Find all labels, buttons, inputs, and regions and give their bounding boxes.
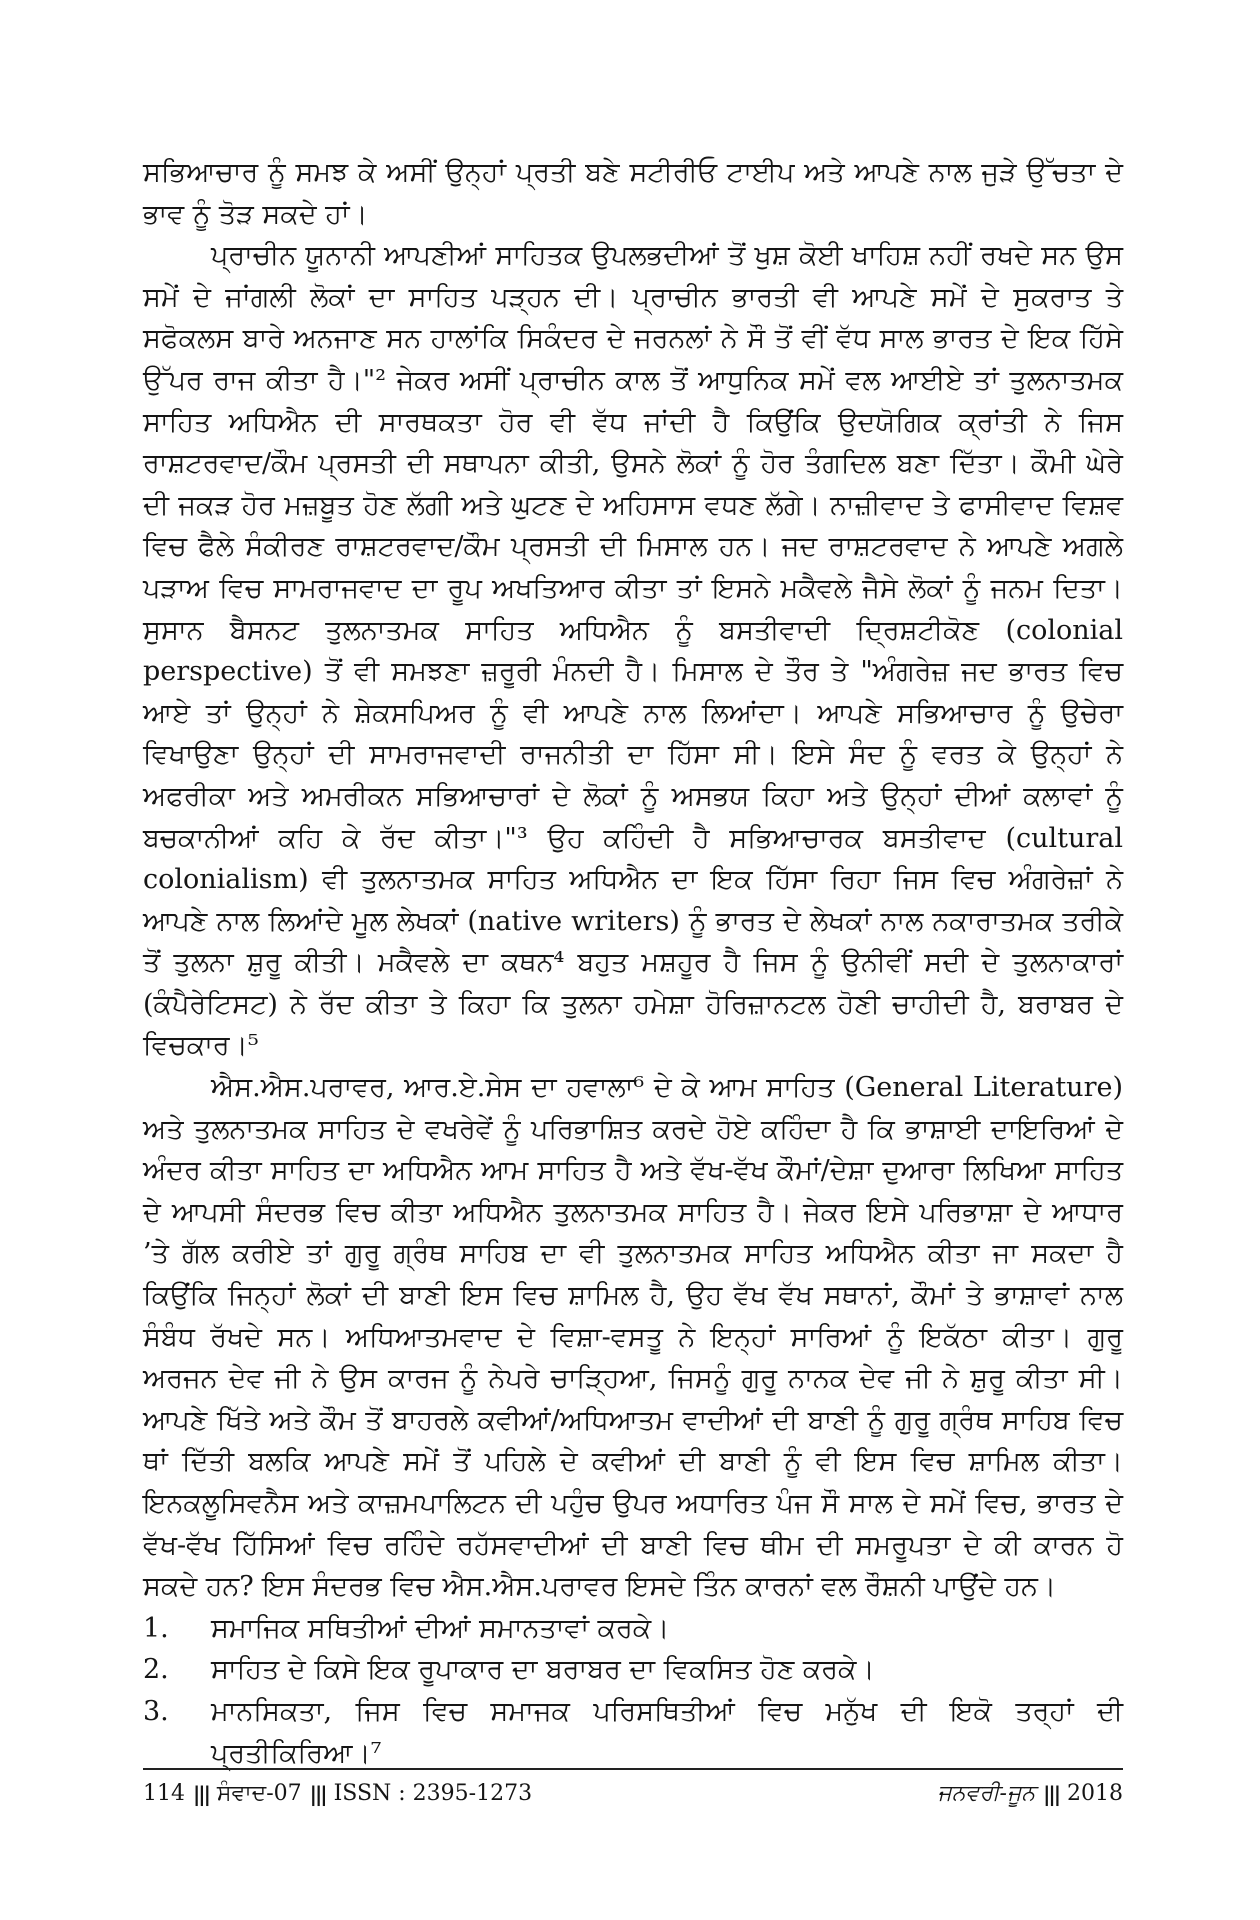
footer-left (143, 1776, 532, 1812)
journal-name: ਸੰਵਾਦ-07 (216, 1781, 302, 1806)
page-number: 114 (143, 1781, 185, 1806)
footer-separator: ||| (193, 1782, 209, 1806)
list-number: 3. (143, 1695, 169, 1727)
page-footer (143, 1776, 1123, 1812)
issn: ISSN : 2395-1273 (333, 1781, 533, 1806)
issue-year: 2018 (1067, 1781, 1123, 1806)
paragraph-2: ਪ੍ਰਾਚੀਨ ਯੂਨਾਨੀ ਆਪਣੀਆਂ ਸਾਹਿਤਕ ਉਪਲਭਦੀਆਂ ਤੋਂ ਖੁਸ਼ ਕੋਈ ਖਾਹਿਸ਼ ਨਹੀਂ ਰਖਦੇ ਸਨ ਉਸ ਸਮੇਂ ਦੇ ਜਾਂਗਲੀ ਲੋਕਾਂ ਦਾ ਸਾਹਿਤ ਪੜ੍ਹਨ ਦੀ। ਪ੍ਰਾਚੀਨ ਭਾਰਤੀ ਵੀ ਆਪਣੇ ਸਮੇਂ ਦੇ ਸੁਕਰਾਤ ਤੇ ਸਫੋਕਲਸ ਬਾਰੇ ਅਨਜਾਣ ਸਨ ਹਾਲਾਂਕਿ ਸਿਕੰਦਰ ਦੇ ਜਰਨਲਾਂ ਨੇ ਸੌ ਤੋਂ ਵੀਂ ਵੱਧ ਸਾਲ ਭਾਰਤ ਦੇ ਇਕ ਹਿੱਸੇ ਉੱਪਰ ਰਾਜ ਕੀਤਾ ਹੈ।"² ਜੇਕਰ ਅਸੀਂ ਪ੍ਰਾਚੀਨ ਕਾਲ ਤੋਂ ਆਧੁਨਿਕ ਸਮੇਂ ਵਲ ਆਈਏ ਤਾਂ ਤੁਲਨਾਤਮਕ ਸਾਹਿਤ ਅਧਿਐਨ ਦੀ ਸਾਰਥਕਤਾ ਹੋਰ ਵੀ ਵੱਧ ਜਾਂਦੀ ਹੈ ਕਿਉਂਕਿ ਉਦਯੋਗਿਕ ਕ੍ਰਾਂਤੀ ਨੇ ਜਿਸ ਰਾਸ਼ਟਰਵਾਦ/ਕੌਮ ਪ੍ਰਸਤੀ ਦੀ ਸਥਾਪਨਾ ਕੀਤੀ, ਉਸਨੇ ਲੋਕਾਂ ਨੂੰ ਹੋਰ ਤੰਗਦਿਲ ਬਣਾ ਦਿੱਤਾ। ਕੌਮੀ ਘੇਰੇ ਦੀ ਜਕੜ ਹੋਰ ਮਜ਼ਬੂਤ ਹੋਣ ਲੱਗੀ ਅਤੇ ਘੁਟਣ ਦੇ ਅਹਿਸਾਸ ਵਧਣ ਲੱਗੇ। ਨਾਜ਼ੀਵਾਦ ਤੇ ਫਾਸੀਵਾਦ ਵਿਸ਼ਵ ਵਿਚ ਫੈਲੇ ਸੰਕੀਰਣ ਰਾਸ਼ਟਰਵਾਦ/ਕੌਮ ਪ੍ਰਸਤੀ ਦੀ ਮਿਸਾਲ ਹਨ। ਜਦ ਰਾਸ਼ਟਰਵਾਦ ਨੇ ਆਪਣੇ ਅਗਲੇ ਪੜਾਅ ਵਿਚ ਸਾਮਰਾਜਵਾਦ ਦਾ ਰੂਪ ਅਖਤਿਆਰ ਕੀਤਾ ਤਾਂ ਇਸਨੇ ਮਕੈਵਲੇ ਜੈਸੇ ਲੋਕਾਂ ਨੂੰ ਜਨਮ ਦਿਤਾ। ਸੁਸਾਨ ਬੈਸਨਟ ਤੁਲਨਾਤਮਕ ਸਾਹਿਤ ਅਧਿਐਨ ਨੂੰ ਬਸਤੀਵਾਦੀ ਦ੍ਰਿਸ਼ਟੀਕੋਣ (colonial perspective) ਤੋਂ ਵੀ ਸਮਝਣਾ ਜ਼ਰੂਰੀ ਮੰਨਦੀ ਹੈ। ਮਿਸਾਲ ਦੇ ਤੌਰ ਤੇ "ਅੰਗਰੇਜ਼ ਜਦ ਭਾਰਤ ਵਿਚ ਆਏ ਤਾਂ ਉਨ੍ਹਾਂ ਨੇ ਸ਼ੇਕਸਪਿਅਰ ਨੂੰ ਵੀ ਆਪਣੇ ਨਾਲ ਲਿਆਂਦਾ। ਆਪਣੇ ਸਭਿਆਚਾਰ ਨੂੰ ਉਚੇਰਾ ਵਿਖਾਉਣਾ ਉਨ੍ਹਾਂ ਦੀ ਸਾਮਰਾਜਵਾਦੀ ਰਾਜਨੀਤੀ ਦਾ ਹਿੱਸਾ ਸੀ। ਇਸੇ ਸੰਦ ਨੂੰ ਵਰਤ ਕੇ ਉਨ੍ਹਾਂ ਨੇ ਅਫਰੀਕਾ ਅਤੇ ਅਮਰੀਕਨ ਸਭਿਆਚਾਰਾਂ ਦੇ ਲੋਕਾਂ ਨੂੰ ਅਸਭਯ ਕਿਹਾ ਅਤੇ ਉਨ੍ਹਾਂ ਦੀਆਂ ਕਲਾਵਾਂ ਨੂੰ ਬਚਕਾਨੀਆਂ ਕਹਿ ਕੇ ਰੱਦ ਕੀਤਾ।"³ ਉਹ ਕਹਿੰਦੀ ਹੈ ਸਭਿਆਚਾਰਕ ਬਸਤੀਵਾਦ (cultural colonialism) ਵੀ ਤੁਲਨਾਤਮਕ ਸਾਹਿਤ ਅਧਿਐਨ ਦਾ ਇਕ ਹਿੱਸਾ ਰਿਹਾ ਜਿਸ ਵਿਚ ਅੰਗਰੇਜ਼ਾਂ ਨੇ ਆਪਣੇ ਨਾਲ ਲਿਆਂਦੇ ਮੂਲ ਲੇਖਕਾਂ (native writers) ਨੂੰ ਭਾਰਤ ਦੇ ਲੇਖਕਾਂ ਨਾਲ ਨਕਾਰਾਤਮਕ ਤਰੀਕੇ ਤੋਂ ਤੁਲਨਾ ਸ਼ੁਰੂ ਕੀਤੀ। ਮਕੈਵਲੇ ਦਾ ਕਥਨ⁴ ਬਹੁਤ ਮਸ਼ਹੂਰ ਹੈ ਜਿਸ ਨੂੰ ਉਨੀਵੀਂ ਸਦੀ ਦੇ ਤੁਲਨਾਕਾਰਾਂ (ਕੰਪੈਰੇਟਿਸਟ) ਨੇ ਰੱਦ ਕੀਤਾ ਤੇ ਕਿਹਾ ਕਿ ਤੁਲਨਾ ਹਮੇਸ਼ਾ ਹੋਰਿਜ਼ਾਨਟਲ ਹੋਣੀ ਚਾਹੀਦੀ ਹੈ, ਬਰਾਬਰ ਦੇ ਵਿਚਕਾਰ।⁵ (143, 240, 1123, 1062)
list-item (143, 1691, 1123, 1774)
list-text: ਮਾਨਸਿਕਤਾ, ਜਿਸ ਵਿਚ ਸਮਾਜਕ ਪਰਿਸਥਿਤੀਆਂ ਵਿਚ ਮਨੁੱਖ ਦੀ ਇਕੋ ਤਰ੍ਹਾਂ ਦੀ ਪ੍ਰਤੀਕਿਰਿਆ।⁷ (211, 1695, 1123, 1769)
list-text: ਸਮਾਜਿਕ ਸਥਿਤੀਆਂ ਦੀਆਂ ਸਮਾਨਤਾਵਾਂ ਕਰਕੇ। (211, 1612, 670, 1644)
list-item (143, 1649, 1123, 1691)
paragraph-1: ਸਭਿਆਚਾਰ ਨੂੰ ਸਮਝ ਕੇ ਅਸੀਂ ਉਨ੍ਹਾਂ ਪ੍ਰਤੀ ਬਣੇ ਸਟੀਰੀਓ ਟਾਈਪ ਅਤੇ ਆਪਣੇ ਨਾਲ ਜੁੜੇ ਉੱਚਤਾ ਦੇ ਭਾਵ ਨੂੰ ਤੋੜ ਸਕਦੇ ਹਾਂ। (143, 157, 1123, 230)
page-body (143, 152, 1123, 1774)
list-number: 2. (143, 1654, 169, 1686)
paragraph-3: ਐਸ.ਐਸ.ਪਰਾਵਰ, ਆਰ.ਏ.ਸੇਸ ਦਾ ਹਵਾਲਾ⁶ ਦੇ ਕੇ ਆਮ ਸਾਹਿਤ (General Literature) ਅਤੇ ਤੁਲਨਾਤਮਕ ਸਾਹਿਤ ਦੇ ਵਖਰੇਵੇਂ ਨੂੰ ਪਰਿਭਾਸ਼ਿਤ ਕਰਦੇ ਹੋਏ ਕਹਿੰਦਾ ਹੈ ਕਿ ਭਾਸ਼ਾਈ ਦਾਇਰਿਆਂ ਦੇ ਅੰਦਰ ਕੀਤਾ ਸਾਹਿਤ ਦਾ ਅਧਿਐਨ ਆਮ ਸਾਹਿਤ ਹੈ ਅਤੇ ਵੱਖ-ਵੱਖ ਕੌਮਾਂ/ਦੇਸ਼ਾ ਦੁਆਰਾ ਲਿਖਿਆ ਸਾਹਿਤ ਦੇ ਆਪਸੀ ਸੰਦਰਭ ਵਿਚ ਕੀਤਾ ਅਧਿਐਨ ਤੁਲਨਾਤਮਕ ਸਾਹਿਤ ਹੈ। ਜੇਕਰ ਇਸੇ ਪਰਿਭਾਸ਼ਾ ਦੇ ਆਧਾਰ ’ਤੇ ਗੱਲ ਕਰੀਏ ਤਾਂ ਗੁਰੂ ਗ੍ਰੰਥ ਸਾਹਿਬ ਦਾ ਵੀ ਤੁਲਨਾਤਮਕ ਸਾਹਿਤ ਅਧਿਐਨ ਕੀਤਾ ਜਾ ਸਕਦਾ ਹੈ ਕਿਉਂਕਿ ਜਿਨ੍ਹਾਂ ਲੋਕਾਂ ਦੀ ਬਾਣੀ ਇਸ ਵਿਚ ਸ਼ਾਮਿਲ ਹੈ, ਉਹ ਵੱਖ ਵੱਖ ਸਥਾਨਾਂ, ਕੌਮਾਂ ਤੇ ਭਾਸ਼ਾਵਾਂ ਨਾਲ ਸੰਬੰਧ ਰੱਖਦੇ ਸਨ। ਅਧਿਆਤਮਵਾਦ ਦੇ ਵਿਸ਼ਾ-ਵਸਤੂ ਨੇ ਇਨ੍ਹਾਂ ਸਾਰਿਆਂ ਨੂੰ ਇਕੱਠਾ ਕੀਤਾ। ਗੁਰੂ ਅਰਜਨ ਦੇਵ ਜੀ ਨੇ ਉਸ ਕਾਰਜ ਨੂੰ ਨੇਪਰੇ ਚਾੜ੍ਹਿਆ, ਜਿਸਨੂੰ ਗੁਰੂ ਨਾਨਕ ਦੇਵ ਜੀ ਨੇ ਸ਼ੁਰੂ ਕੀਤਾ ਸੀ। ਆਪਣੇ ਖਿੱਤੇ ਅਤੇ ਕੌਮ ਤੋਂ ਬਾਹਰਲੇ ਕਵੀਆਂ/ਅਧਿਆਤਮ ਵਾਦੀਆਂ ਦੀ ਬਾਣੀ ਨੂੰ ਗੁਰੂ ਗ੍ਰੰਥ ਸਾਹਿਬ ਵਿਚ ਥਾਂ ਦਿੱਤੀ ਬਲਕਿ ਆਪਣੇ ਸਮੇਂ ਤੋਂ ਪਹਿਲੇ ਦੇ ਕਵੀਆਂ ਦੀ ਬਾਣੀ ਨੂੰ ਵੀ ਇਸ ਵਿਚ ਸ਼ਾਮਿਲ ਕੀਤਾ। ਇਨਕਲੂਸਿਵਨੈਸ ਅਤੇ ਕਾਜ਼ਮਪਾਲਿਟਨ ਦੀ ਪਹੁੰਚ ਉਪਰ ਅਧਾਰਿਤ ਪੰਜ ਸੌ ਸਾਲ ਦੇ ਸਮੇਂ ਵਿਚ, ਭਾਰਤ ਦੇ ਵੱਖ-ਵੱਖ ਹਿੱਸਿਆਂ ਵਿਚ ਰਹਿੰਦੇ ਰਹੱਸਵਾਦੀਆਂ ਦੀ ਬਾਣੀ ਵਿਚ ਥੀਮ ਦੀ ਸਮਰੂਪਤਾ ਦੇ ਕੀ ਕਾਰਨ ਹੋ ਸਕਦੇ ਹਨ? ਇਸ ਸੰਦਰਭ ਵਿਚ ਐਸ.ਐਸ.ਪਰਾਵਰ ਇਸਦੇ ਤਿੰਨ ਕਾਰਨਾਂ ਵਲ ਰੌਸ਼ਨੀ ਪਾਉਂਦੇ ਹਨ। (143, 1072, 1123, 1603)
list-item (143, 1608, 1123, 1650)
footer-separator: ||| (309, 1782, 326, 1806)
issue-period: ਜਨਵਰੀ-ਜੂਨ (937, 1781, 1036, 1806)
list-text: ਸਾਹਿਤ ਦੇ ਕਿਸੇ ਇਕ ਰੂਪਾਕਾਰ ਦਾ ਬਰਾਬਰ ਦਾ ਵਿਕਸਿਤ ਹੋਣ ਕਰਕੇ। (211, 1654, 875, 1686)
footer-divider (143, 1768, 1123, 1770)
footer-separator: ||| (1043, 1782, 1059, 1806)
numbered-list (143, 1608, 1123, 1774)
list-number: 1. (143, 1612, 169, 1644)
footer-right (937, 1776, 1123, 1812)
